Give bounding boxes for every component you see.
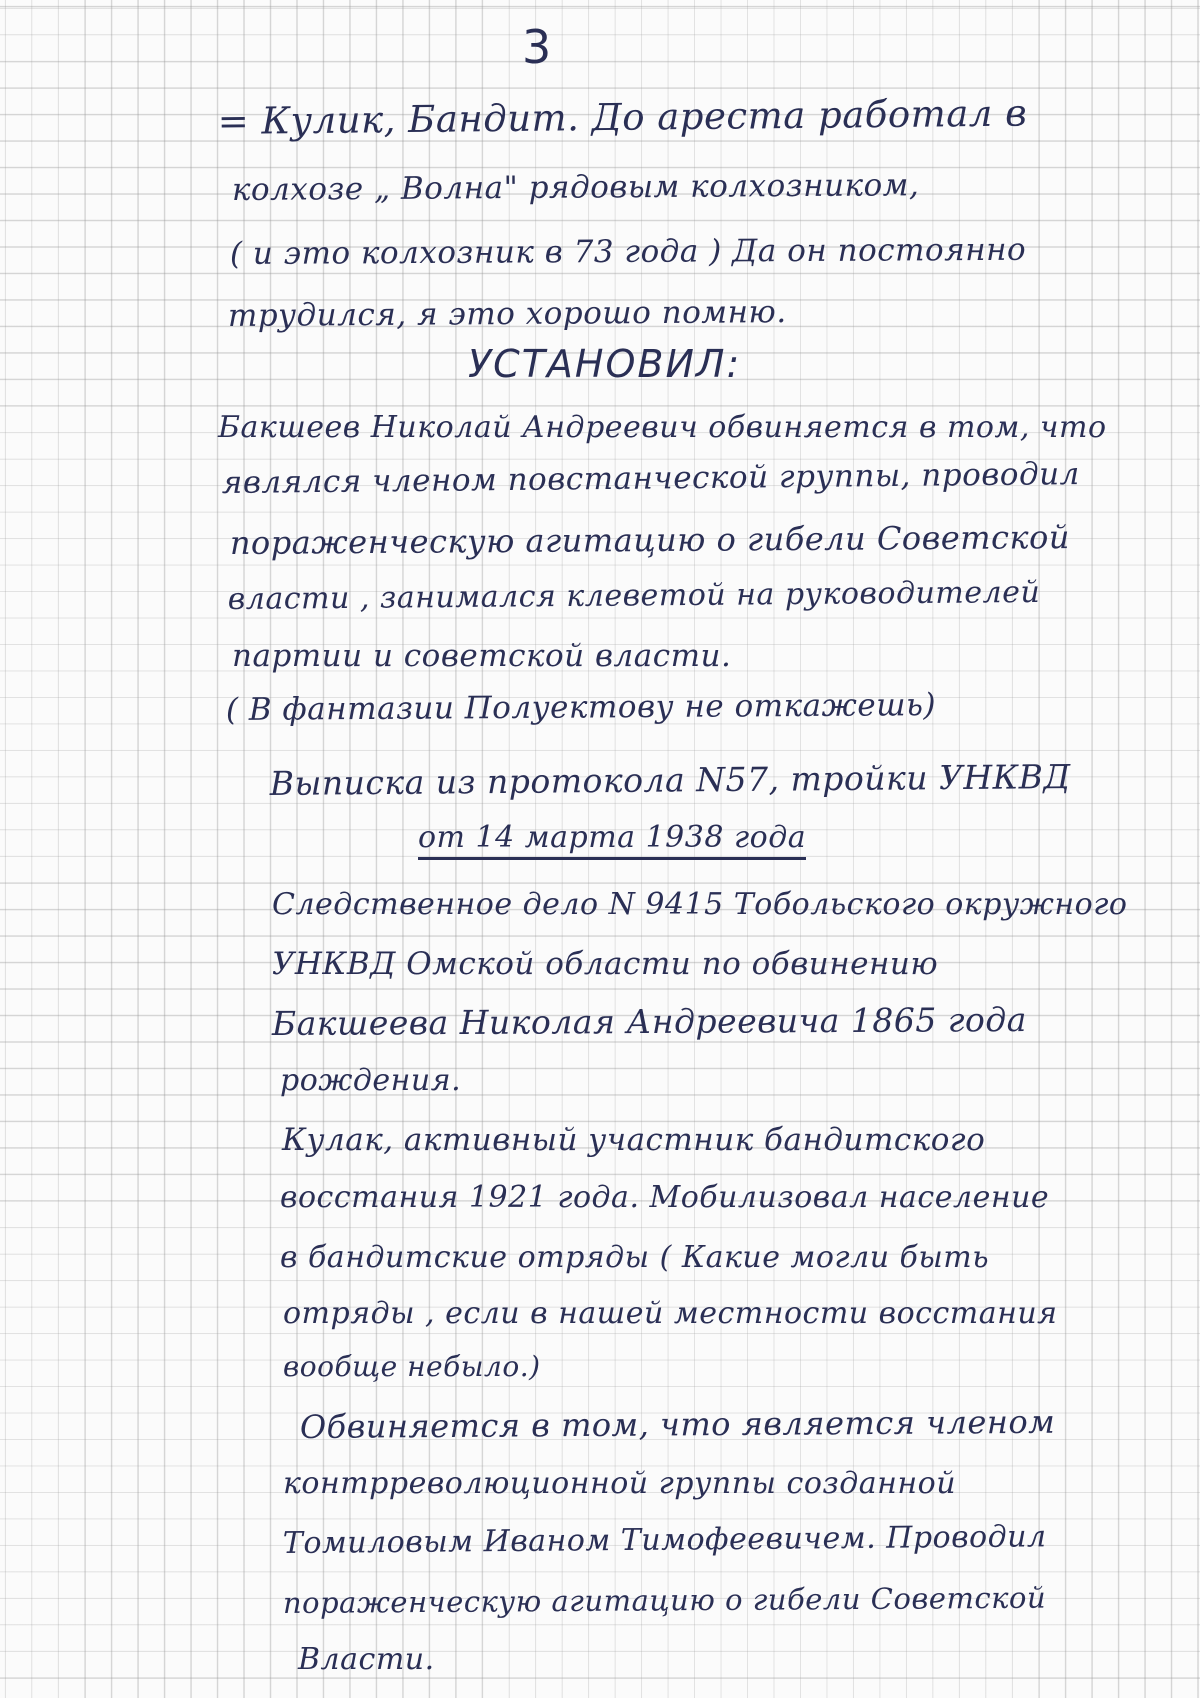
- annotation-line: вообще небыло.): [283, 1350, 541, 1383]
- text-line: ( и это колхозник в 73 года ) Да он постоянно: [229, 231, 1027, 272]
- text-line: рождения.: [280, 1063, 462, 1098]
- page-number: 3: [522, 20, 552, 74]
- text-line: Власти.: [298, 1642, 435, 1677]
- text-line: колхозе „ Волна" рядовым колхозником,: [231, 167, 920, 208]
- text-line: контрреволюционной группы созданной: [283, 1466, 957, 1501]
- text-line: Следственное дело N 9415 Тобольского окружного: [272, 887, 1128, 922]
- text-line: Обвиняется в том, что является членом: [299, 1402, 1056, 1446]
- annotation-line: ( В фантазии Полуектову не откажешь): [225, 687, 937, 728]
- text-line: пораженческую агитацию о гибели Советской: [282, 1580, 1047, 1620]
- text-line: восстания 1921 года. Мобилизовал население: [280, 1180, 1050, 1215]
- annotation-line: в бандитские отряды ( Какие могли быть: [280, 1240, 990, 1275]
- text-line: Бакшеев Николай Андреевич обвиняется в том, что: [218, 410, 1107, 445]
- heading-established: УСТАНОВИЛ:: [468, 342, 742, 386]
- text-line: партии и советской власти.: [232, 638, 732, 674]
- extract-date: от 14 марта 1938 года: [418, 820, 806, 860]
- text-line: Бакшеева Николая Андреевича 1865 года: [271, 1000, 1028, 1043]
- annotation-line: отряды , если в нашей местности восстания: [283, 1296, 1058, 1331]
- text-line: УНКВД Омской области по обвинению: [272, 946, 939, 982]
- text-line: Кулак, активный участник бандитского: [282, 1122, 986, 1158]
- text-line: власти , занимался клеветой на руководителей: [227, 574, 1041, 617]
- text-line: пораженческую агитацию о гибели Советской: [229, 518, 1071, 562]
- text-line: Томиловым Иваном Тимофеевичем. Проводил: [282, 1519, 1047, 1561]
- extract-title: Выписка из протокола N57, тройки УНКВД: [269, 757, 1071, 803]
- text-line: являлся членом повстанческой группы, проводил: [221, 456, 1080, 501]
- text-line: = Кулик, Бандит. До ареста работал в: [217, 91, 1028, 143]
- text-line: трудился, я это хорошо помню.: [227, 294, 787, 334]
